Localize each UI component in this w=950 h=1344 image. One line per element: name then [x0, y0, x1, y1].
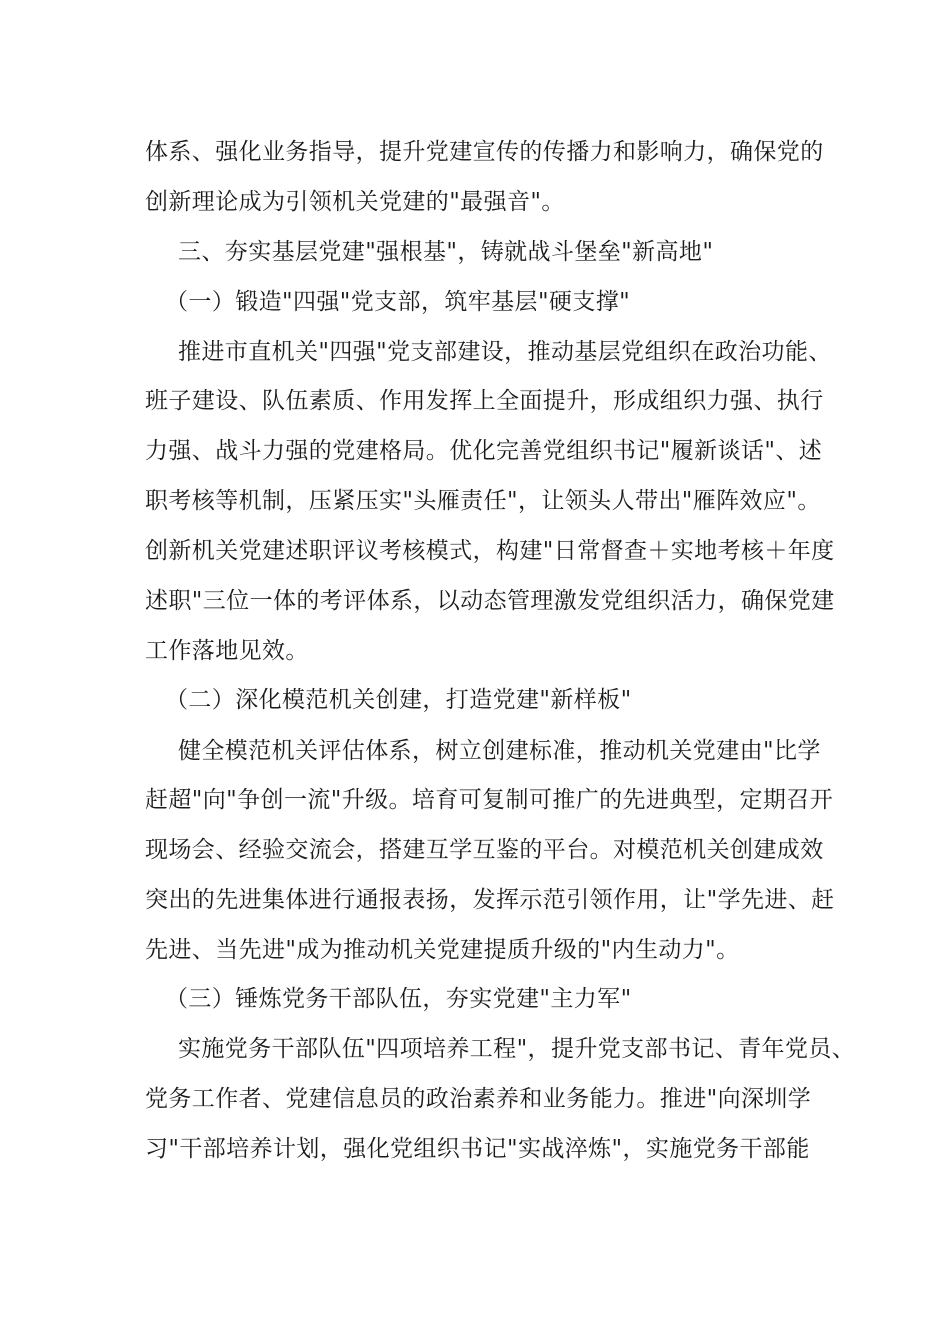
paragraph-line: 现场会、经验交流会，搭建互学互鉴的平台。对模范机关创建成效 [145, 837, 824, 863]
paragraph-line: 工作落地见效。 [145, 638, 309, 664]
paragraph-line: 突出的先进集体进行通报表扬，发挥示范引领作用，让"学先进、赶 [145, 887, 835, 913]
paragraph-line: 实施党务干部队伍"四项培养工程"，提升党支部书记、青年党员、 [178, 1036, 856, 1062]
paragraph-line: 创新理论成为引领机关党建的"最强音"。 [145, 189, 565, 215]
paragraph-line: 推进市直机关"四强"党支部建设，推动基层党组织在政治功能、 [178, 339, 832, 365]
subsection-heading: （二）深化模范机关创建，打造党建"新样板" [165, 687, 632, 713]
paragraph-line: 述职"三位一体的考评体系，以动态管理激发党组织活力，确保党建 [145, 588, 835, 614]
paragraph-line: 赶超"向"争创一流"升级。培育可复制可推广的先进典型，定期召开 [145, 787, 834, 813]
paragraph-line: 职考核等机制，压紧压实"头雁责任"，让领头人带出"雁阵效应"。 [145, 488, 821, 514]
subsection-heading: （一）锻造"四强"党支部，筑牢基层"硬支撑" [165, 289, 631, 315]
paragraph-line: 健全模范机关评估体系，树立创建标准，推动机关党建由"比学 [178, 738, 821, 764]
section-heading: 三、夯实基层党建"强根基"，铸就战斗堡垒"新高地" [178, 239, 714, 265]
paragraph-line: 创新机关党建述职评议考核模式，构建"日常督查＋实地考核＋年度 [145, 538, 835, 564]
paragraph-line: 习"干部培养计划，强化党组织书记"实战淬炼"，实施党务干部能 [145, 1136, 810, 1162]
paragraph-line: 先进、当先进"成为推动机关党建提质升级的"内生动力"。 [145, 937, 740, 963]
paragraph-line: 班子建设、队伍素质、作用发挥上全面提升，形成组织力强、执行 [145, 388, 824, 414]
paragraph-line: 体系、强化业务指导，提升党建宣传的传播力和影响力，确保党的 [145, 139, 824, 165]
paragraph-line: 力强、战斗力强的党建格局。优化完善党组织书记"履新谈话"、述 [145, 438, 823, 464]
paragraph-line: 党务工作者、党建信息员的政治素养和业务能力。推进"向深圳学 [145, 1086, 812, 1112]
subsection-heading: （三）锤炼党务干部队伍，夯实党建"主力军" [165, 986, 632, 1012]
